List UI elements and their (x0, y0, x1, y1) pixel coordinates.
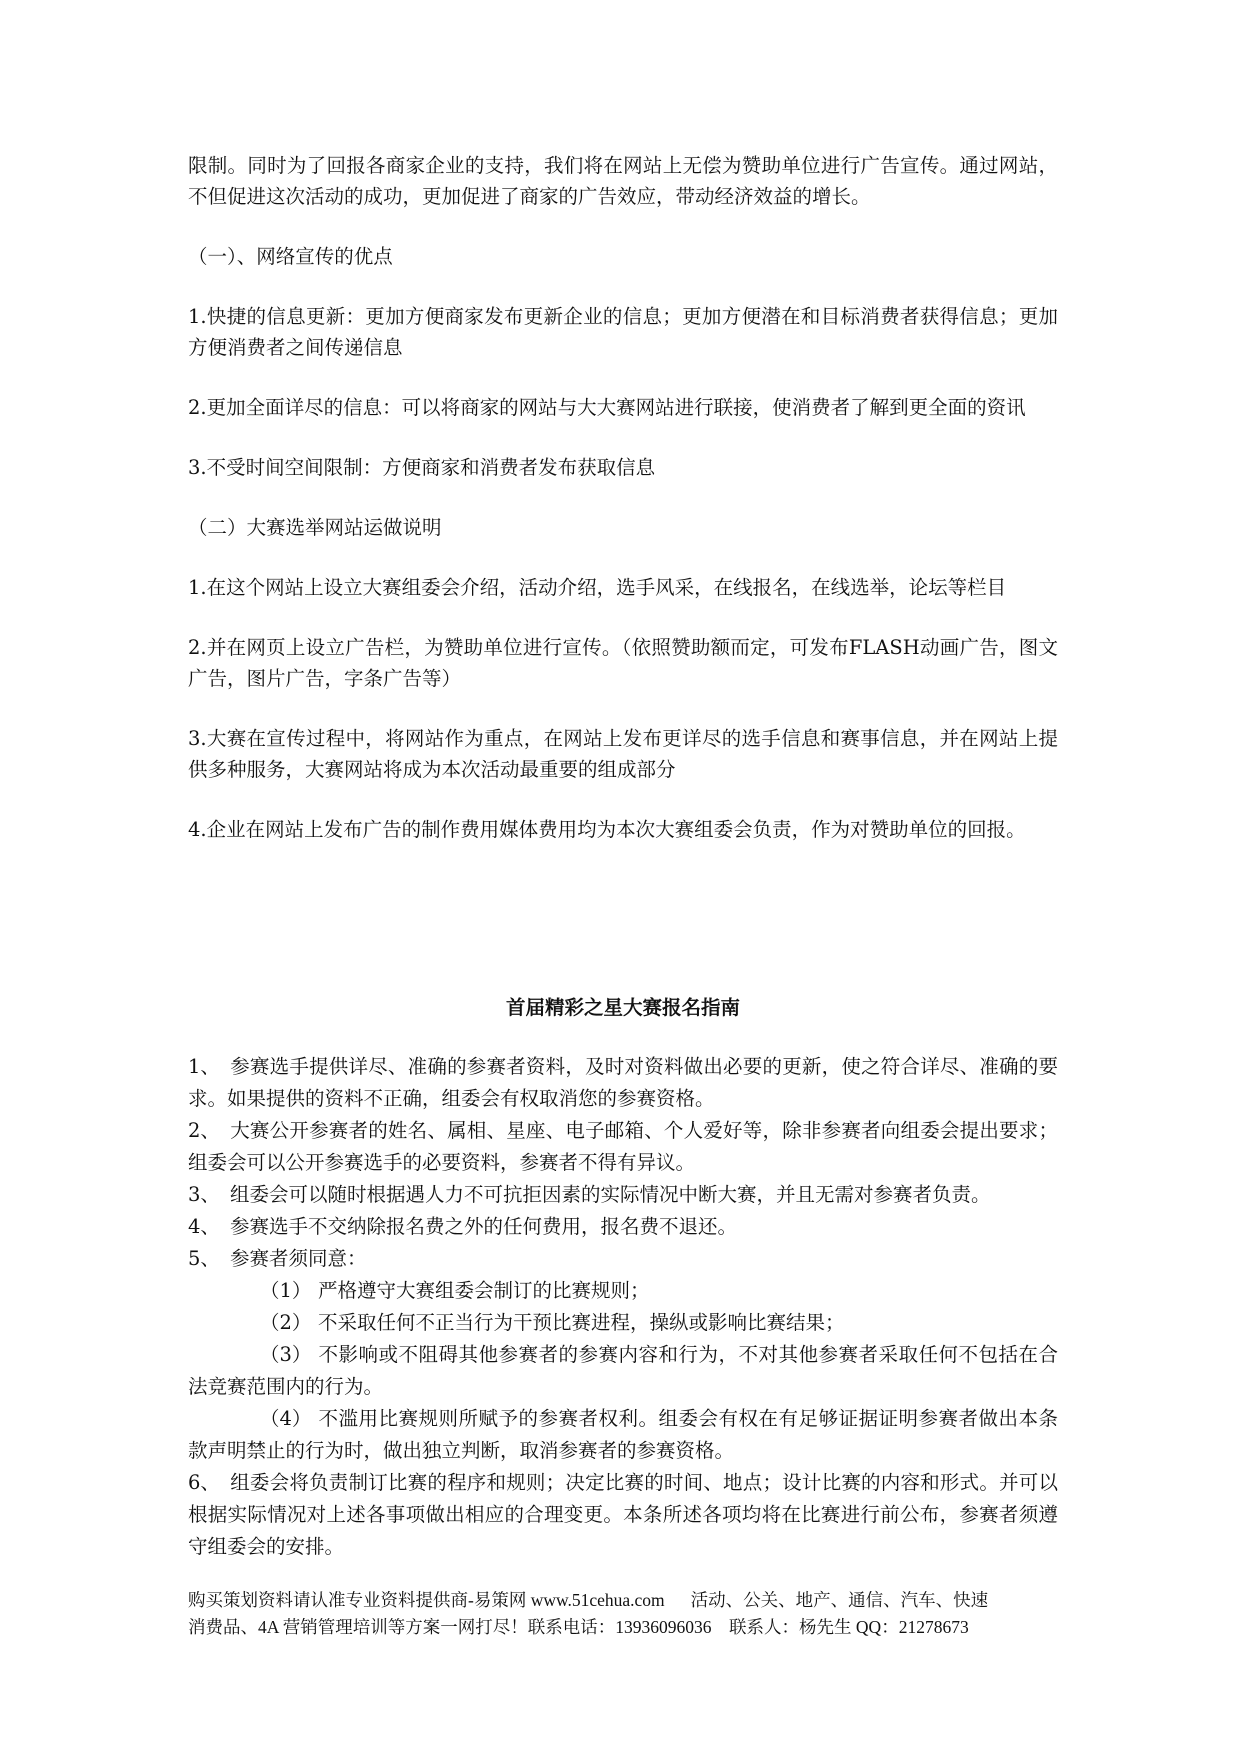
rule-text: 组委会可以随时根据遇人力不可抗拒因素的实际情况中断大赛，并且无需对参赛者负责。 (230, 1183, 991, 1206)
operation-item-2: 2.并在网页上设立广告栏，为赞助单位进行宣传。（依照赞助额而定，可发布FLASH动画广告，图文广告，图片广告，字条广告等） (188, 636, 1058, 690)
website-promotion-section (188, 150, 1058, 874)
rule-item (188, 1467, 1058, 1563)
footer-line-2: 消费品、4A 营销管理培训等方案一网打尽！联系电话：13936096036 联系人：杨先生 QQ：21278673 (188, 1617, 969, 1637)
rule-number: 6、 (188, 1471, 220, 1494)
rule-text: 参赛选手提供详尽、准确的参赛者资料，及时对资料做出必要的更新，使之符合详尽、准确的要求。如果提供的资料不正确，组委会有权取消您的参赛资格。 (188, 1055, 1058, 1110)
footer-categories: 活动、公关、地产、通信、汽车、快速 (690, 1590, 989, 1610)
registration-rules (188, 1051, 1058, 1563)
rule-item (188, 1051, 1058, 1115)
operation-item-1: 1.在这个网站上设立大赛组委会介绍，活动介绍，选手风采，在线报名，在线选举，论坛等栏目 (188, 576, 1007, 599)
sub-rule-text: 不滥用比赛规则所赋予的参赛者权利。组委会有权在有足够证据证明参赛者做出本条款声明禁止的行为时，做出独立判断，取消参赛者的参赛资格。 (188, 1407, 1058, 1462)
rule-number: 1、 (188, 1055, 220, 1078)
advantage-item-1: 1.快捷的信息更新：更加方便商家发布更新企业的信息；更加方便潜在和目标消费者获得信息；更加方便消费者之间传递信息 (188, 305, 1058, 359)
rule-number: 2、 (188, 1119, 220, 1142)
operation-item-3: 3.大赛在宣传过程中，将网站作为重点，在网站上发布更详尽的选手信息和赛事信息，并在网站上提供多种服务，大赛网站将成为本次活动最重要的组成部分 (188, 727, 1058, 781)
sub-rule-item (188, 1275, 1058, 1307)
sub-rule-text: 严格遵守大赛组委会制订的比赛规则； (318, 1279, 650, 1302)
document-page (188, 0, 1058, 1754)
advantage-item-3: 3.不受时间空间限制：方便商家和消费者发布获取信息 (188, 456, 656, 479)
sub-rule-number: （3） (260, 1343, 312, 1366)
sub-rule-number: （4） (260, 1407, 312, 1430)
sub-rule-number: （1） (260, 1279, 312, 1302)
sub-rule-text: 不采取任何不正当行为干预比赛进程，操纵或影响比赛结果； (318, 1311, 845, 1334)
rule-item (188, 1115, 1058, 1179)
sub-rule-item (188, 1307, 1058, 1339)
heading-website-operation: （二）大赛选举网站运做说明 (188, 516, 442, 539)
rule-item (188, 1211, 1058, 1243)
heading-online-advantages: （一）、网络宣传的优点 (188, 245, 393, 268)
rule-text: 大赛公开参赛者的姓名、属相、星座、电子邮箱、个人爱好等，除非参赛者向组委会提出要求；组委会可以公开参赛选手的必要资料，参赛者不得有异议。 (188, 1119, 1058, 1174)
operation-item-4: 4.企业在网站上发布广告的制作费用媒体费用均为本次大赛组委会负责，作为对赞助单位的回报。 (188, 818, 1026, 841)
rule-item (188, 1243, 1058, 1275)
rule-number: 3、 (188, 1183, 220, 1206)
rule-item (188, 1179, 1058, 1211)
rule-number: 4、 (188, 1215, 220, 1238)
sub-rule-item (188, 1339, 1058, 1403)
sub-rule-text: 不影响或不阻碍其他参赛者的参赛内容和行为，不对其他参赛者采取任何不包括在合法竞赛范围内的行为。 (188, 1343, 1058, 1398)
rule-text: 参赛者须同意： (230, 1247, 367, 1270)
rule-text: 参赛选手不交纳除报名费之外的任何费用，报名费不退还。 (230, 1215, 738, 1238)
registration-guide-title: 首届精彩之星大赛报名指南 (505, 996, 740, 1019)
footer-source: 购买策划资料请认准专业资料提供商-易策网 www.51cehua.com (188, 1590, 665, 1610)
rule-text: 组委会将负责制订比赛的程序和规则；决定比赛的时间、地点；设计比赛的内容和形式。并可以根据实际情况对上述各事项做出相应的合理变更。本条所述各项均将在比赛进行前公布，参赛者须遵守组委会的安排。 (188, 1471, 1058, 1558)
footer-line-1 (188, 1587, 1058, 1614)
intro-paragraph: 限制。同时为了回报各商家企业的支持，我们将在网站上无偿为赞助单位进行广告宣传。通过网站，不但促进这次活动的成功，更加促进了商家的广告效应，带动经济效益的增长。 (188, 154, 1058, 208)
sub-rule-item (188, 1403, 1058, 1467)
advantage-item-2: 2.更加全面详尽的信息：可以将商家的网站与大大赛网站进行联接，使消费者了解到更全面的资讯 (188, 396, 1026, 419)
page-footer (188, 1587, 1058, 1641)
sub-rule-number: （2） (260, 1311, 312, 1334)
rule-number: 5、 (188, 1247, 220, 1270)
